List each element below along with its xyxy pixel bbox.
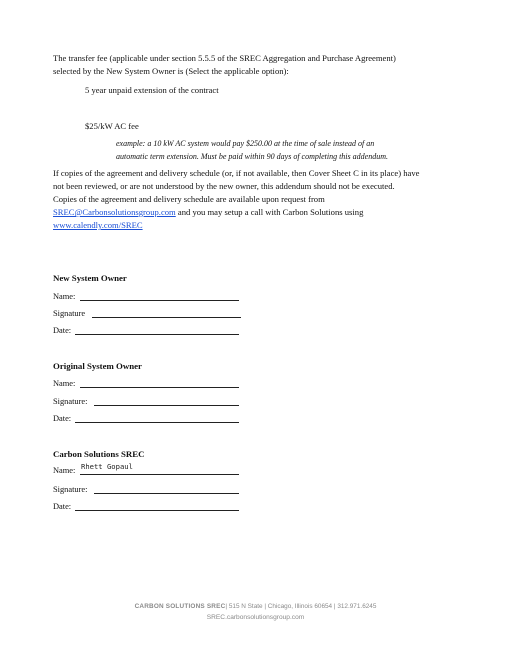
carbon-name-line	[80, 474, 239, 475]
review-notice	[53, 167, 419, 232]
notice-line-4-text: and you may setup a call with Carbon Solutions using	[175, 207, 364, 217]
new-owner-date-label: Date:	[53, 326, 72, 335]
notice-line-2: not been reviewed, or are not understood by the new owner, this addendum should not be executed.	[53, 181, 395, 191]
carbon-signature-field[interactable]	[53, 485, 87, 494]
carbon-date-line	[75, 510, 239, 511]
new-owner-signature-line	[92, 317, 241, 318]
option-per-kw-fee[interactable]: $25/kW AC fee	[85, 121, 139, 131]
email-link[interactable]: SREC@Carbonsolutionsgroup.com	[53, 207, 176, 217]
original-owner-date-field[interactable]	[53, 414, 71, 423]
intro-line-1: The transfer fee (applicable under section 5.5.5 of the SREC Aggregation and Purchase Agreement)	[53, 53, 396, 63]
carbon-name-label: Name:	[53, 466, 76, 475]
new-owner-signature-field[interactable]	[53, 309, 85, 318]
footer-brand: CARBON SOLUTIONS SREC	[134, 603, 226, 610]
carbon-signature-label: Signature:	[53, 485, 88, 494]
new-owner-date-line	[75, 334, 239, 335]
carbon-title: Carbon Solutions SREC	[53, 449, 145, 459]
example-line-1: example: a 10 kW AC system would pay $250.00 at the time of sale instead of an	[116, 139, 375, 148]
new-owner-date-field[interactable]	[53, 326, 71, 335]
notice-line-5	[53, 219, 419, 232]
original-owner-signature-label: Signature:	[53, 397, 88, 406]
carbon-name-field[interactable]	[53, 466, 75, 475]
new-owner-name-field[interactable]	[53, 292, 75, 301]
new-owner-name-line	[80, 300, 239, 301]
carbon-date-field[interactable]	[53, 502, 71, 511]
new-owner-name-label: Name:	[53, 292, 76, 301]
original-owner-date-label: Date:	[53, 414, 72, 423]
example-line-2: automatic term extension. Must be paid within 90 days of completing this addendum.	[116, 151, 388, 161]
transfer-fee-intro	[53, 52, 396, 78]
original-owner-name-line	[80, 387, 239, 388]
notice-line-4	[53, 206, 419, 219]
carbon-date-label: Date:	[53, 502, 72, 511]
original-owner-date-line	[75, 422, 239, 423]
footer-address-text: | 515 N State | Chicago, Illinois 60654 | 312.971.6245	[225, 603, 377, 610]
original-owner-title: Original System Owner	[53, 361, 142, 371]
new-owner-signature-label: Signature	[53, 309, 86, 318]
original-owner-signature-field[interactable]	[53, 397, 87, 406]
fee-example	[116, 138, 388, 163]
original-owner-name-field[interactable]	[53, 379, 75, 388]
option-term-extension[interactable]: 5 year unpaid extension of the contract	[85, 85, 219, 95]
footer-address	[0, 603, 511, 610]
original-owner-name-label: Name:	[53, 379, 76, 388]
calendly-link[interactable]: www.calendly.com/SREC	[53, 220, 143, 230]
notice-line-3: Copies of the agreement and delivery schedule are available upon request from	[53, 194, 325, 204]
notice-line-1: If copies of the agreement and delivery schedule (or, if not available, then Cover Sheet C in its place) have	[53, 168, 420, 178]
carbon-signature-line	[94, 493, 239, 494]
footer-website: SREC.carbonsolutionsgroup.com	[206, 614, 305, 621]
intro-line-2: selected by the New System Owner is (Select the applicable option):	[53, 66, 289, 76]
carbon-name-value: Rhett Gopaul	[81, 462, 133, 471]
new-owner-title: New System Owner	[53, 273, 127, 283]
original-owner-signature-line	[94, 405, 239, 406]
